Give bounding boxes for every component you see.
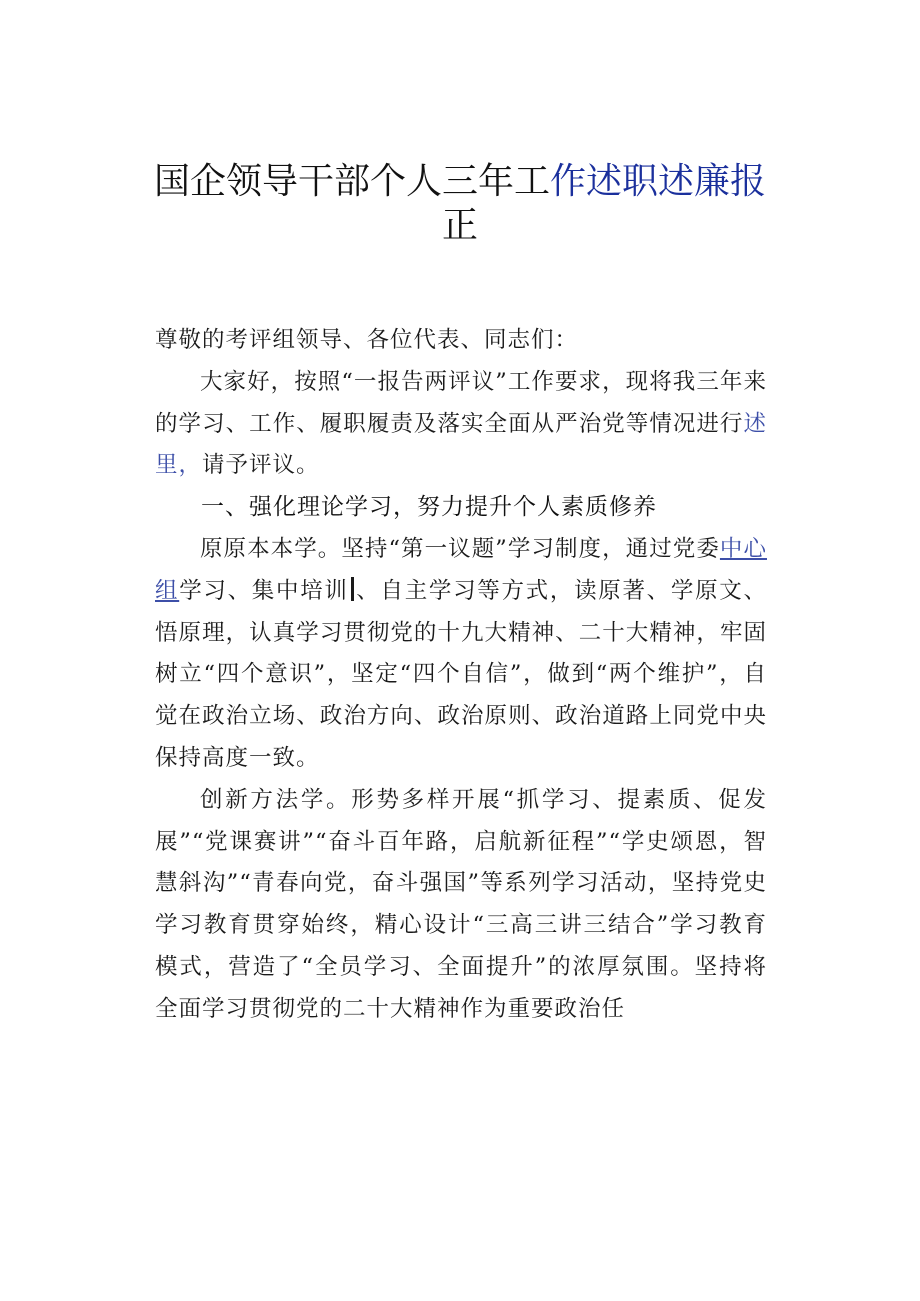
intro-paragraph: [155, 362, 767, 487]
section1-heading: 一、强化理论学习，努力提升个人素质修养: [201, 494, 657, 521]
paragraph-2: 创新方法学。形势多样开展“抓学习、提素质、促发展”“党课赛讲”“奋斗百年路，启航新征程”“学史颂恩，智慧斜沟”“青春向党，奋斗强国”等系列学习活动，坚持党史学习教育贯穿始终，精心设计“三高三讲三结合”学习教育模式，营造了“全员学习、全面提升”的浓厚氛围。坚持将全面学习贯彻党的二十大精神作为重要政治任: [155, 786, 767, 1022]
document-body: [155, 320, 767, 1031]
para1-text-b: 学习、集中培训: [179, 577, 349, 604]
title-part1: 国企领导干部个人三年工: [153, 161, 550, 202]
paragraph-1: [155, 529, 767, 780]
intro-text-b: 请予评议。: [202, 452, 320, 479]
para1-text-c: 、自主学习等方式，读原著、学原文、悟原理，认真学习贯彻党的十九大精神、二十大精神，牢固树立“四个意识”，坚定“四个自信”，做到“两个维护”，自觉在政治立场、政治方向、政治原则、政治道路上同党中央保持高度一致。: [155, 577, 767, 771]
para1-link[interactable]: 中心组: [155, 535, 767, 604]
title-part2: 作述职述廉报: [550, 161, 767, 202]
para1-text-a: 原原本本学。坚持“第一议题”学习制度，通过党委: [200, 535, 720, 562]
text-cursor-mark: [351, 577, 354, 601]
salutation: 尊敬的考评组领导、各位代表、同志们：: [155, 327, 579, 353]
title-line2: 正: [441, 205, 478, 246]
document-title: [150, 160, 770, 248]
intro-text-a: 大家好，按照“一报告两评议”工作要求，现将我三年来的学习、工作、履职履责及落实全面从严治党等情况进行: [155, 368, 767, 437]
intro-highlight: 述里，: [155, 410, 767, 479]
